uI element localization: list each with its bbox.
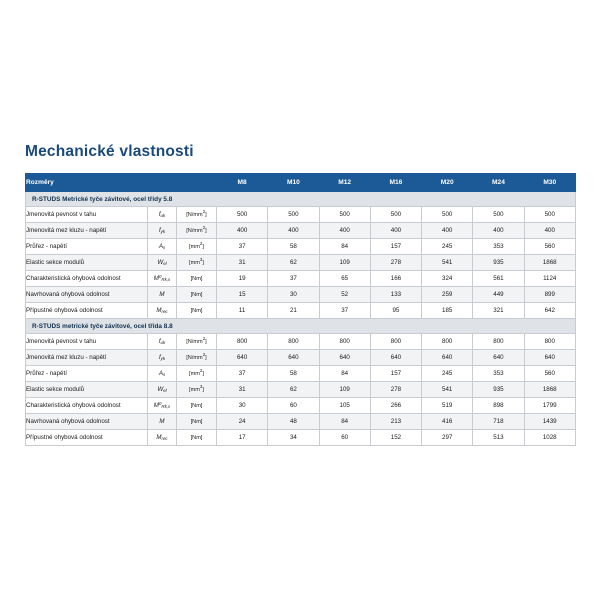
cell-value: 513	[473, 430, 524, 446]
cell-value: 62	[268, 382, 319, 398]
table-row	[26, 350, 576, 366]
table-row	[26, 271, 576, 287]
row-unit: [Nm]	[177, 271, 217, 287]
row-symbol: $M^0_{Rk,s}$	[148, 271, 177, 287]
cell-value: 30	[217, 398, 268, 414]
cell-value: 400	[217, 223, 268, 239]
column-header-size-m16: M16	[370, 174, 421, 192]
row-unit: $[N/mm^2]$	[177, 350, 217, 366]
cell-value: 800	[524, 334, 575, 350]
cell-value: 500	[473, 207, 524, 223]
row-label: Charakteristická ohybová odolnost	[26, 271, 148, 287]
section-label-8-8: R-STUDS metrické tyče závitové, ocel třída 8.8	[26, 319, 576, 334]
cell-value: 48	[268, 414, 319, 430]
row-symbol: M	[148, 287, 177, 303]
row-unit: $[mm^2]$	[177, 366, 217, 382]
cell-value: 400	[524, 223, 575, 239]
cell-value: 400	[319, 223, 370, 239]
cell-value: 1799	[524, 398, 575, 414]
column-header-unit	[177, 174, 217, 192]
row-symbol: $f_{yk}$	[148, 350, 177, 366]
cell-value: 898	[473, 398, 524, 414]
cell-value: 640	[217, 350, 268, 366]
cell-value: 166	[370, 271, 421, 287]
cell-value: 31	[217, 382, 268, 398]
row-unit: [Nm]	[177, 303, 217, 319]
table-row	[26, 223, 576, 239]
row-unit: [Nm]	[177, 287, 217, 303]
column-header-size-m30: M30	[524, 174, 575, 192]
cell-value: 640	[268, 350, 319, 366]
cell-value: 400	[268, 223, 319, 239]
row-label: Navrhovaná ohybová odolnost	[26, 287, 148, 303]
cell-value: 642	[524, 303, 575, 319]
row-label: Jmenovitá mez kluzu - napětí	[26, 350, 148, 366]
row-unit: [Nm]	[177, 414, 217, 430]
row-symbol: $A_s$	[148, 366, 177, 382]
cell-value: 37	[217, 366, 268, 382]
cell-value: 560	[524, 239, 575, 255]
cell-value: 84	[319, 414, 370, 430]
cell-value: 640	[473, 350, 524, 366]
row-symbol: $M^0_{Rk,s}$	[148, 398, 177, 414]
cell-value: 60	[319, 430, 370, 446]
row-label: Charakteristická ohybová odolnost	[26, 398, 148, 414]
cell-value: 34	[268, 430, 319, 446]
cell-value: 15	[217, 287, 268, 303]
cell-value: 105	[319, 398, 370, 414]
row-label: Elastic sekce modulů	[26, 382, 148, 398]
cell-value: 561	[473, 271, 524, 287]
page-title: Mechanické vlastnosti	[25, 143, 194, 160]
cell-value: 500	[319, 207, 370, 223]
table-row	[26, 255, 576, 271]
row-label: Navrhovaná ohybová odolnost	[26, 414, 148, 430]
cell-value: 353	[473, 239, 524, 255]
cell-value: 297	[422, 430, 473, 446]
cell-value: 800	[473, 334, 524, 350]
cell-value: 19	[217, 271, 268, 287]
cell-value: 560	[524, 366, 575, 382]
row-unit: $[mm^2]$	[177, 239, 217, 255]
cell-value: 400	[370, 223, 421, 239]
cell-value: 58	[268, 366, 319, 382]
cell-value: 541	[422, 382, 473, 398]
row-symbol: $f_{uk}$	[148, 334, 177, 350]
column-header-dimensions: Rozměry	[26, 174, 148, 192]
cell-value: 60	[268, 398, 319, 414]
section-header-row	[26, 319, 576, 334]
cell-value: 935	[473, 255, 524, 271]
row-unit: $[mm^3]$	[177, 382, 217, 398]
cell-value: 109	[319, 382, 370, 398]
cell-value: 400	[473, 223, 524, 239]
cell-value: 1124	[524, 271, 575, 287]
cell-value: 31	[217, 255, 268, 271]
table-header-row	[26, 174, 576, 192]
row-label: Jmenovitá mez kluzu - napětí	[26, 223, 148, 239]
table-row	[26, 334, 576, 350]
cell-value: 37	[217, 239, 268, 255]
cell-value: 157	[370, 366, 421, 382]
row-symbol: $f_{uk}$	[148, 207, 177, 223]
table-row	[26, 398, 576, 414]
row-symbol: M	[148, 414, 177, 430]
cell-value: 1868	[524, 255, 575, 271]
row-symbol: $M_{rec}$	[148, 430, 177, 446]
cell-value: 800	[370, 334, 421, 350]
column-header-size-m10: M10	[268, 174, 319, 192]
cell-value: 500	[422, 207, 473, 223]
row-unit: $[N/mm^2]$	[177, 207, 217, 223]
cell-value: 500	[217, 207, 268, 223]
table-row	[26, 207, 576, 223]
cell-value: 324	[422, 271, 473, 287]
cell-value: 899	[524, 287, 575, 303]
cell-value: 37	[268, 271, 319, 287]
row-label: Průřez - napětí	[26, 239, 148, 255]
column-header-size-m12: M12	[319, 174, 370, 192]
table-row	[26, 287, 576, 303]
cell-value: 133	[370, 287, 421, 303]
row-symbol: $A_s$	[148, 239, 177, 255]
cell-value: 11	[217, 303, 268, 319]
cell-value: 17	[217, 430, 268, 446]
table-row	[26, 414, 576, 430]
row-label: Elastic sekce modulů	[26, 255, 148, 271]
cell-value: 52	[319, 287, 370, 303]
mechanical-properties-table	[25, 173, 576, 446]
row-symbol: $f_{yk}$	[148, 223, 177, 239]
cell-value: 1868	[524, 382, 575, 398]
row-label: Jmenovitá pevnost v tahu	[26, 334, 148, 350]
table-header	[26, 174, 576, 192]
cell-value: 416	[422, 414, 473, 430]
row-label: Průřez - napětí	[26, 366, 148, 382]
table-row	[26, 366, 576, 382]
cell-value: 30	[268, 287, 319, 303]
cell-value: 800	[319, 334, 370, 350]
column-header-symbol	[148, 174, 177, 192]
cell-value: 266	[370, 398, 421, 414]
cell-value: 640	[319, 350, 370, 366]
cell-value: 185	[422, 303, 473, 319]
cell-value: 152	[370, 430, 421, 446]
cell-value: 935	[473, 382, 524, 398]
row-label: Přípustné ohybová odolnost	[26, 430, 148, 446]
cell-value: 58	[268, 239, 319, 255]
row-unit: $[mm^3]$	[177, 255, 217, 271]
table-row	[26, 382, 576, 398]
row-symbol: $W_{el}$	[148, 255, 177, 271]
cell-value: 1028	[524, 430, 575, 446]
cell-value: 109	[319, 255, 370, 271]
cell-value: 519	[422, 398, 473, 414]
cell-value: 800	[422, 334, 473, 350]
cell-value: 21	[268, 303, 319, 319]
section-header-row	[26, 192, 576, 207]
row-symbol: $M_{rec}$	[148, 303, 177, 319]
cell-value: 84	[319, 366, 370, 382]
table-row	[26, 303, 576, 319]
cell-value: 24	[217, 414, 268, 430]
column-header-size-m20: M20	[422, 174, 473, 192]
cell-value: 157	[370, 239, 421, 255]
table-body	[26, 192, 576, 446]
cell-value: 500	[524, 207, 575, 223]
cell-value: 400	[422, 223, 473, 239]
cell-value: 800	[268, 334, 319, 350]
table-row	[26, 239, 576, 255]
cell-value: 213	[370, 414, 421, 430]
cell-value: 95	[370, 303, 421, 319]
cell-value: 718	[473, 414, 524, 430]
cell-value: 37	[319, 303, 370, 319]
cell-value: 353	[473, 366, 524, 382]
row-symbol: $W_{el}$	[148, 382, 177, 398]
row-label: Jmenovitá pevnost v tahu	[26, 207, 148, 223]
cell-value: 449	[473, 287, 524, 303]
cell-value: 259	[422, 287, 473, 303]
row-label: Přípustné ohybová odolnost	[26, 303, 148, 319]
cell-value: 500	[268, 207, 319, 223]
cell-value: 65	[319, 271, 370, 287]
cell-value: 62	[268, 255, 319, 271]
cell-value: 500	[370, 207, 421, 223]
cell-value: 321	[473, 303, 524, 319]
row-unit: [Nm]	[177, 398, 217, 414]
cell-value: 1439	[524, 414, 575, 430]
section-label-5-8: R-STUDS Metrické tyče závitové, ocel třídy 5.8	[26, 192, 576, 207]
cell-value: 640	[422, 350, 473, 366]
cell-value: 84	[319, 239, 370, 255]
cell-value: 278	[370, 382, 421, 398]
mechanical-properties-table-wrapper	[25, 173, 575, 446]
row-unit: [Nm]	[177, 430, 217, 446]
row-unit: $[N/mm^2]$	[177, 334, 217, 350]
cell-value: 245	[422, 366, 473, 382]
row-unit: $[N/mm^2]$	[177, 223, 217, 239]
cell-value: 640	[370, 350, 421, 366]
column-header-size-m24: M24	[473, 174, 524, 192]
table-row	[26, 430, 576, 446]
cell-value: 800	[217, 334, 268, 350]
cell-value: 245	[422, 239, 473, 255]
cell-value: 278	[370, 255, 421, 271]
cell-value: 541	[422, 255, 473, 271]
column-header-size-m8: M8	[217, 174, 268, 192]
cell-value: 640	[524, 350, 575, 366]
